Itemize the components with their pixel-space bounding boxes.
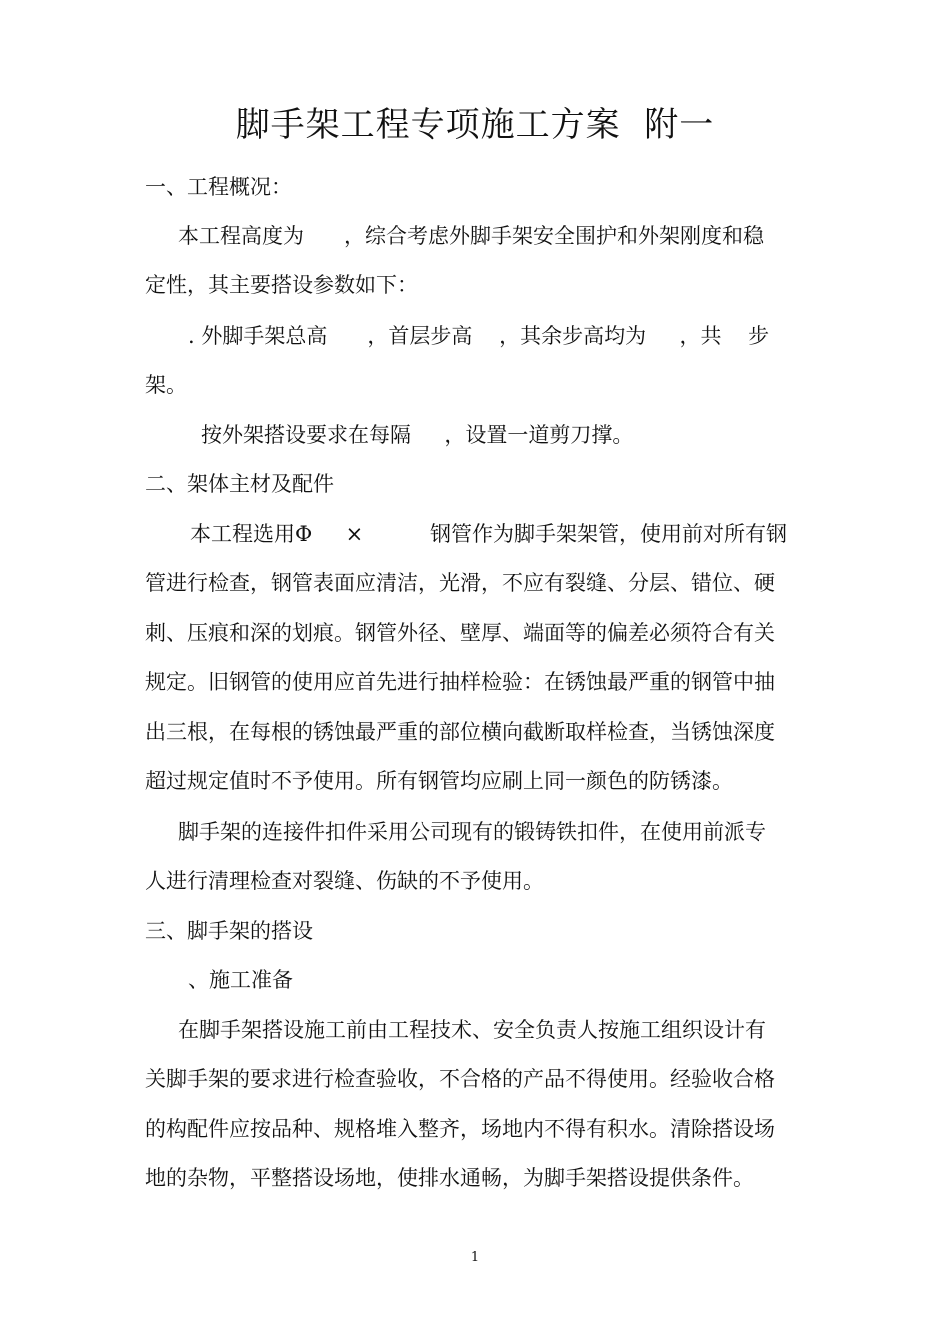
document-title: 脚手架工程专项施工方案 附一 [235,105,715,145]
section-2-heading: 二、架体主材及配件 [145,472,334,496]
section-2-paragraph-line: 出三根，在每根的锈蚀最严重的部位横向截断取样检查，当锈蚀深度 [145,720,775,744]
section-2-paragraph-line: 刺、压痕和深的划痕。钢管外径、壁厚、端面等的偏差必须符合有关 [145,621,775,645]
section-1-item-line: . 外脚手架总高 ，首层步高 ，其余步高均为 ，共 步 [188,324,770,348]
section-3-paragraph-line: 地的杂物，平整搭设场地，使排水通畅，为脚手架搭设提供条件。 [145,1166,754,1190]
section-1-paragraph-line: 定性，其主要搭设参数如下： [145,273,418,297]
section-2-paragraph-line: 脚手架的连接件扣件采用公司现有的锻铸铁扣件，在使用前派专 [178,820,766,844]
section-2-paragraph-line: 人进行清理检查对裂缝、伤缺的不予使用。 [145,869,544,893]
section-3-paragraph-line: 的构配件应按品种、规格堆入整齐，场地内不得有积水。清除搭设场 [145,1117,775,1141]
section-2-paragraph-line: 规定。旧钢管的使用应首先进行抽样检验：在锈蚀最严重的钢管中抽 [145,670,775,694]
section-2-paragraph-line: 管进行检查，钢管表面应清洁，光滑，不应有裂缝、分层、错位、硬 [145,571,775,595]
section-2-paragraph-line: 本工程选用Φ × 钢管作为脚手架架管，使用前对所有钢 [190,522,787,546]
section-1-item-line: 按外架搭设要求在每隔 ，设置一道剪刀撑。 [201,423,634,447]
section-2-paragraph-line: 超过规定值时不予使用。所有钢管均应刷上同一颜色的防锈漆。 [145,769,733,793]
section-3-paragraph-line: 在脚手架搭设施工前由工程技术、安全负责人按施工组织设计有 [178,1018,766,1042]
section-3-subheading: 、施工准备 [188,968,293,992]
section-3-paragraph-line: 关脚手架的要求进行检查验收，不合格的产品不得使用。经验收合格 [145,1067,775,1091]
section-1-paragraph-line: 本工程高度为 ，综合考虑外脚手架安全围护和外架刚度和稳 [178,224,765,248]
page-number: 1 [470,1250,480,1265]
section-1-item-line: 架。 [145,373,187,397]
section-3-heading: 三、脚手架的搭设 [145,919,313,943]
section-1-heading: 一、工程概况： [145,175,292,199]
